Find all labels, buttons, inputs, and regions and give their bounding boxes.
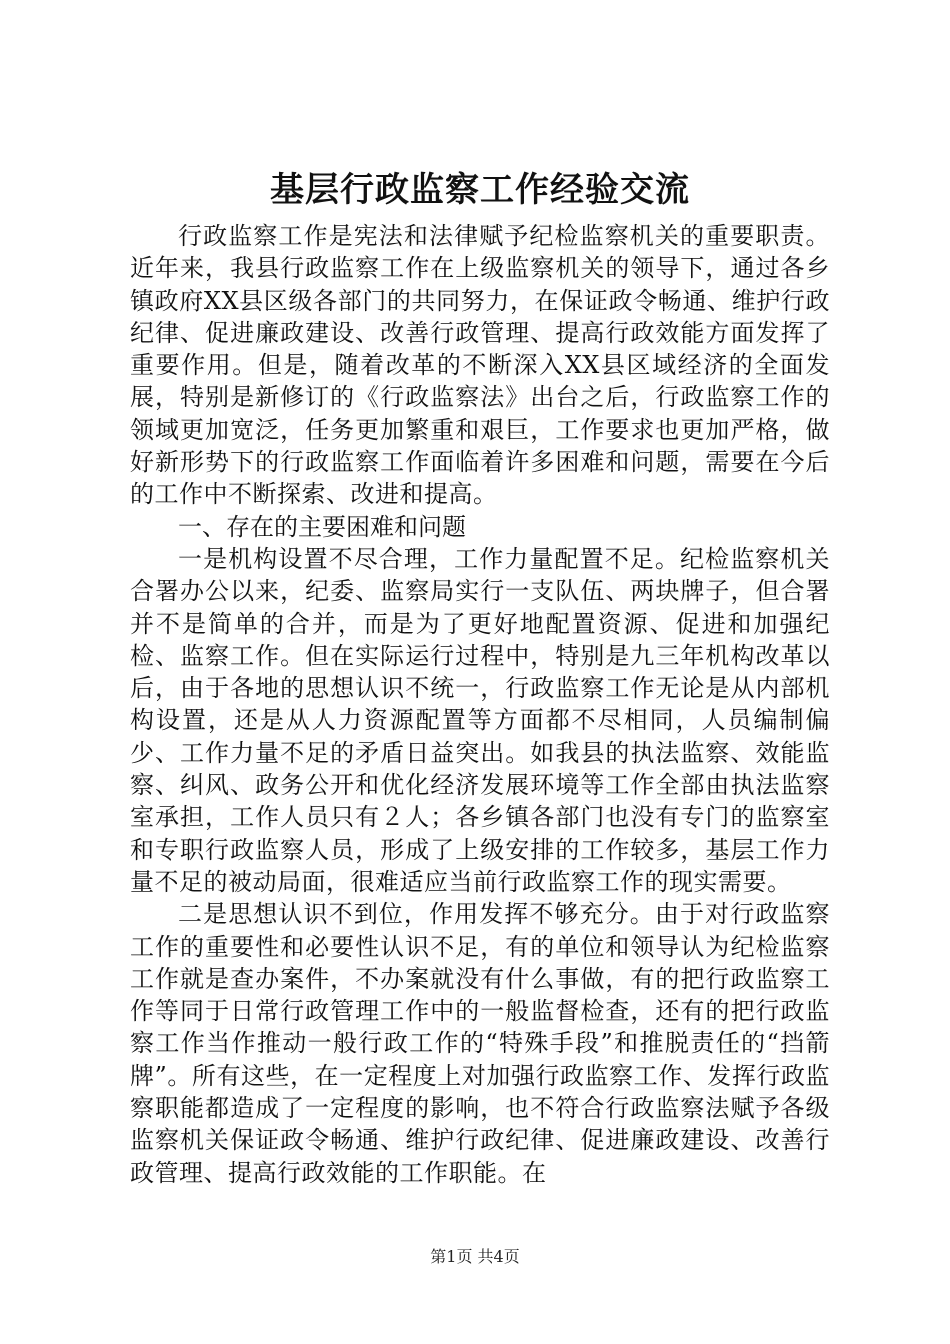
paragraph-point-one: 一是机构设置不尽合理，工作力量配置不足。纪检监察机关合署办公以来，纪委、监察局实行一支队伍、两块牌子，但合署并不是简单的合并，而是为了更好地配置资源、促进和加强纪检、监察工作。但在实际运行过程中，特别是九三年机构改革以后，由于各地的思想认识不统一，行政监察工作无论是从内部机构设置，还是从人力资源配置等方面都不尽相同，人员编制偏少、工作力量不足的矛盾日益突出。如我县的执法监察、效能监察、纠风、政务公开和优化经济发展环境等工作全部由执法监察室承担，工作人员只有２人；各乡镇各部门也没有专门的监察室和专职行政监察人员，形成了上级安排的工作较多，基层工作力量不足的被动局面，很难适应当前行政监察工作的现实需要。 — [130, 544, 830, 896]
paragraph-point-two: 二是思想认识不到位，作用发挥不够充分。由于对行政监察工作的重要性和必要性认识不足，有的单位和领导认为纪检监察工作就是查办案件，不办案就没有什么事做，有的把行政监察工作等同于日常行政管理工作中的一般监督检查，还有的把行政监察工作当作推动一般行政工作的“特殊手段”和推脱责任的“挡箭牌”。所有这些，在一定程度上对加强行政监察工作、发挥行政监察职能都造成了一定程度的影响，也不符合行政监察法赋予各级监察机关保证政令畅通、维护行政纪律、促进廉政建设、改善行政管理、提高行政效能的工作职能。在 — [130, 900, 830, 1187]
page-footer: 第1页 共4页 — [430, 1247, 520, 1266]
paragraph-intro: 行政监察工作是宪法和法律赋予纪检监察机关的重要职责。近年来，我县行政监察工作在上级监察机关的领导下，通过各乡镇政府XX县区级各部门的共同努力，在保证政令畅通、维护行政纪律、促进廉政建设、改善行政管理、提高行政效能方面发挥了重要作用。但是，随着改革的不断深入XX县区域经济的全面发展，特别是新修订的《行政监察法》出台之后，行政监察工作的领域更加宽泛，任务更加繁重和艰巨，工作要求也更加严格，做好新形势下的行政监察工作面临着许多困难和问题，需要在今后的工作中不断探索、改进和提高。 — [130, 222, 830, 509]
section-heading: 一、存在的主要困难和问题 — [178, 512, 466, 541]
document-title: 基层行政监察工作经验交流 — [270, 170, 690, 210]
document-page — [130, 168, 830, 1189]
